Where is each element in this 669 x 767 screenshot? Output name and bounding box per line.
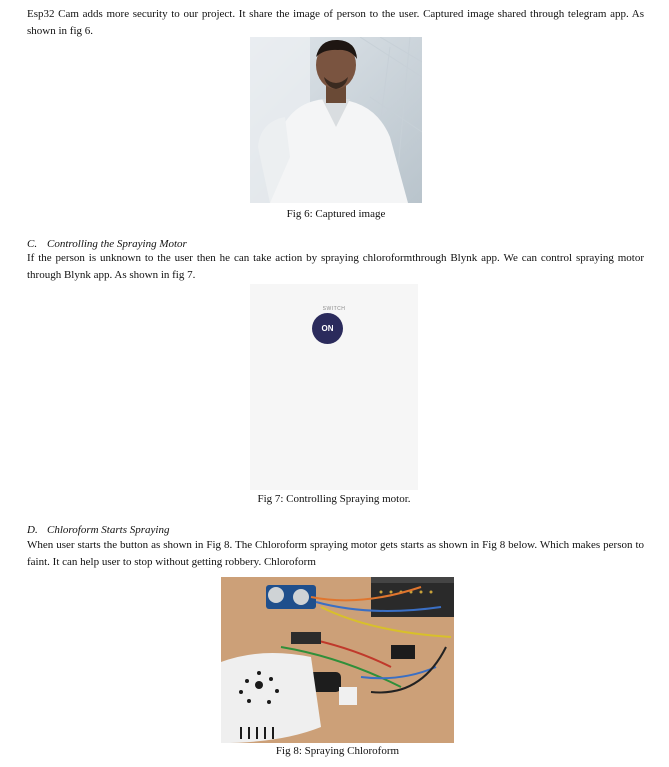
switch-label: SWITCH (322, 306, 346, 312)
spraying-hardware-photo (221, 577, 454, 743)
section-c-title: Controlling the Spraying Motor (47, 238, 187, 250)
fig7-caption: Fig 7: Controlling Spraying motor. (257, 493, 411, 505)
fig8-caption: Fig 8: Spraying Chloroform (275, 745, 400, 757)
section-c-heading (27, 237, 187, 251)
hardware-photo-illustration (221, 577, 454, 743)
section-c-paragraph: If the person is unknown to the user then he can take action by spraying chloroformthrough Blynk app. We can control spraying motor through Blynk app. As shown in fig 7. (27, 252, 644, 281)
spray-on-button[interactable]: ON (312, 313, 343, 344)
intro-paragraph: Esp32 Cam adds more security to our project. It share the image of person to the user. Captured image shared through telegram app. As shown in fig 6. (27, 8, 644, 37)
person-photo-illustration (250, 37, 422, 203)
fig6-caption: Fig 6: Captured image (286, 208, 386, 220)
section-d-paragraph: When user starts the button as shown in Fig 8. The Chloroform spraying motor gets starts as shown in Fig 8 below. Which makes person to faint. It can help user to stop without getting robbery. Chloroform (27, 539, 644, 568)
blynk-app-screen (250, 284, 418, 490)
section-c-number: C. (27, 238, 38, 250)
section-d-heading (27, 523, 169, 537)
captured-image-photo (250, 37, 422, 203)
section-d-title: Chloroform Starts Spraying (47, 524, 170, 536)
section-d-number: D. (27, 524, 38, 536)
